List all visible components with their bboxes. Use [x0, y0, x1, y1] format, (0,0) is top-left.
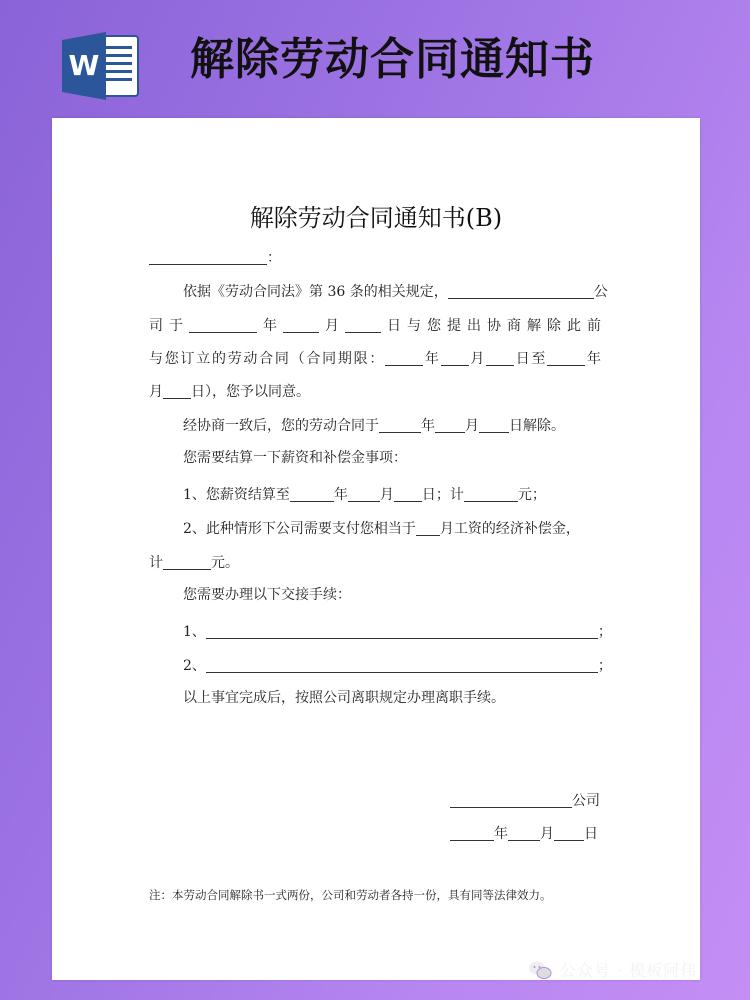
- para4: 您需要办理以下交接手续：: [183, 587, 351, 603]
- wechat-icon: [528, 960, 552, 980]
- signature-company: 公司: [450, 792, 600, 808]
- para1-line3: 与您订立的劳动合同（合同期限： 年 月 日至 年: [149, 351, 602, 367]
- document-title: 解除劳动合同通知书(B): [249, 204, 503, 232]
- watermark: [528, 958, 697, 981]
- para1-line1: 依据《劳动合同法》第 36 条的相关规定， 公: [183, 284, 608, 300]
- para3: 您需要结算一下薪资和补偿金事项：: [183, 450, 407, 466]
- para1-line2: 司于 年 月 日与您提出协商解除此前: [149, 318, 601, 334]
- para2: 经协商一致后，您的劳动合同于 年 月 日解除。: [183, 418, 565, 434]
- company-blank: [448, 283, 594, 299]
- handover-item: 1、 ；: [183, 624, 612, 640]
- item2-compensation: 2、此种情形下公司需要支付您相当于 月工资的经济补偿金，: [183, 521, 580, 537]
- document-page: [52, 118, 700, 980]
- para1-line4: 月 日），您予以同意。: [149, 384, 310, 400]
- item2-amount: 计 元。: [149, 555, 239, 571]
- banner-title: 解除劳动合同通知书: [190, 34, 595, 85]
- item1-salary: 1、您薪资结算至 年 月 日；计 元；: [183, 487, 546, 503]
- word-icon: [62, 30, 140, 102]
- handover-item: 2、 ；: [183, 658, 612, 674]
- footnote: 注：本劳动合同解除书一式两份，公司和劳动者各持一份，具有同等法律效力。: [149, 888, 552, 902]
- para5: 以上事宜完成后，按照公司离职规定办理离职手续。: [183, 690, 505, 706]
- salutation-line: ：: [149, 249, 281, 265]
- watermark-text: 公众号 · 模板阿伟: [560, 961, 698, 980]
- recipient-blank: [149, 249, 267, 265]
- svg-text:W: W: [68, 49, 100, 82]
- signature-date: 年 月 日: [450, 825, 598, 841]
